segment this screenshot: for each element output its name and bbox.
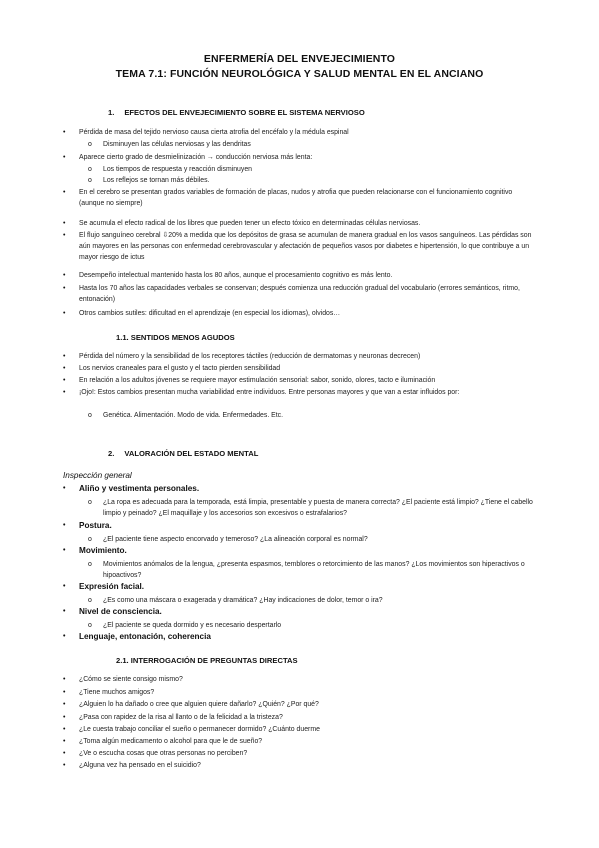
list-item-text: ¿Toma algún medicamento o alcohol para que le de sueño? [79,738,263,745]
bullet-icon: • [63,633,66,640]
list-item-text: Desempeño intelectual mantenido hasta los 80 años, aunque el procesamiento cognitivo es más lento. [79,272,393,279]
list-item-text: Hasta los 70 años las capacidades verbales se conservan; después comienza una reducción gradual del vocabulario (errores semánticos, ritmo, entonación) [79,285,520,303]
list-item [63,674,539,685]
list-item-text: Otros cambios sutiles: dificultad en el aprendizaje (en especial los idiomas), olvidos… [79,310,341,317]
list-item-text: Nivel de consciencia. [79,607,162,616]
sub-list-item [88,410,539,421]
bullet-icon: • [63,129,66,136]
sub-bullet-icon: o [88,412,92,419]
sub-bullet-icon: o [88,536,92,543]
list-item [63,712,539,723]
sub-bullet-icon: o [88,561,92,568]
bullet-icon: • [63,738,66,745]
bullet-icon: • [63,377,66,384]
bullet-icon: • [63,272,66,279]
list-item-text: Genética. Alimentación. Modo de vida. Enfermedades. Etc. [103,412,284,419]
list-item-text: ¿Pasa con rapidez de la risa al llanto o de la felicidad a la tristeza? [79,714,283,721]
section-2-heading [108,449,258,458]
bullet-icon: • [63,232,66,239]
sub-list-item [88,175,539,186]
section-2-1-heading: 2.1. INTERROGACIÓN DE PREGUNTAS DIRECTAS [116,656,298,665]
list-item-text: Movimiento. [79,546,127,555]
list-item-text: Expresión facial. [79,582,145,591]
list-item [63,760,539,771]
list-item-text: ¿El paciente tiene aspecto encorvado y temeroso? ¿La alineación corporal es normal? [103,536,368,543]
document-title: ENFERMERÍA DEL ENVEJECIMIENTO [203,53,396,65]
list-item-text: Los nervios craneales para el gusto y el tacto pierden sensibilidad [79,365,281,372]
list-item [63,152,539,163]
list-item [63,748,539,759]
bullet-icon: • [63,689,66,696]
section-title: EFECTOS DEL ENVEJECIMIENTO SOBRE EL SISTEMA NERVIOSO [124,108,365,117]
sub-bullet-icon: o [88,141,92,148]
list-item [63,230,539,263]
list-item-text: ¿Ve o escucha cosas que otras personas no perciben? [79,750,248,757]
list-item-text: Lenguaje, entonación, coherencia [79,632,211,641]
section-number: 2. [108,449,115,458]
list-item [63,308,539,319]
list-item [63,687,539,698]
list-item [63,631,539,642]
list-item-text: ¿Le cuesta trabajo conciliar el sueño o permanecer dormido? ¿Cuánto duerme [79,726,320,733]
list-item [63,483,539,494]
list-item-text: Aliño y vestimenta personales. [79,484,200,493]
list-item [63,375,539,386]
bullet-icon: • [63,547,66,554]
sub-list-item [88,620,539,631]
document-subtitle: TEMA 7.1: FUNCIÓN NEUROLÓGICA Y SALUD MENTAL EN EL ANCIANO [115,68,484,80]
bullet-icon: • [63,583,66,590]
list-item [63,270,539,281]
list-item-text: Disminuyen las células nerviosas y las dendritas [103,141,251,148]
bullet-icon: • [63,485,66,492]
list-item-text: ¿Cómo se siente consigo mismo? [79,676,183,683]
sub-bullet-icon: o [88,177,92,184]
bullet-icon: • [63,389,66,396]
list-item [63,724,539,735]
list-item-text: ¿Alguien lo ha dañado o cree que alguien quiere dañarlo? ¿Quién? ¿Por qué? [79,701,319,708]
list-item [63,520,539,531]
list-item-text: Los reflejos se tornan más débiles. [103,177,210,184]
list-item-text: Los tiempos de respuesta y reacción disminuyen [103,166,252,173]
list-item [63,699,539,710]
bullet-icon: • [63,676,66,683]
bullet-icon: • [63,750,66,757]
list-item [63,218,539,229]
list-item-text: Pérdida del número y la sensibilidad de los receptores táctiles (reducción de dermatomas y neuronas decrecen) [79,353,421,360]
list-item-text: ¿El paciente se queda dormido y es necesario despertarlo [103,622,282,629]
list-item [63,351,539,362]
sub-bullet-icon: o [88,166,92,173]
list-item [63,187,539,209]
bullet-icon: • [63,189,66,196]
list-item-text: ¡Ojo!: Estos cambios presentan mucha variabilidad entre individuos. Entre personas mayores y que van a estar influidos por: [79,389,460,396]
list-item-text: Pérdida de masa del tejido nervioso causa cierta atrofia del encéfalo y la médula espinal [79,129,349,136]
list-item-text: ¿Alguna vez ha pensado en el suicidio? [79,762,201,769]
sub-list-item [88,559,539,581]
bullet-icon: • [63,714,66,721]
list-item [63,387,539,398]
list-item-text: ¿Es como una máscara o exagerada y dramática? ¿Hay indicaciones de dolor, temor o ira? [103,597,383,604]
sub-list-item [88,164,539,175]
section-title: VALORACIÓN DEL ESTADO MENTAL [124,449,259,458]
sub-bullet-icon: o [88,622,92,629]
bullet-icon: • [63,285,66,292]
sub-bullet-icon: o [88,597,92,604]
bullet-icon: • [63,726,66,733]
section-1-1-heading: 1.1. SENTIDOS MENOS AGUDOS [116,333,235,342]
sub-bullet-icon: o [88,499,92,506]
sub-list-item [88,595,539,606]
list-item [63,736,539,747]
bullet-icon: • [63,154,66,161]
list-item [63,606,539,617]
list-item-text: En el cerebro se presentan grados variables de formación de placas, nudos y atrofia que pueden relacionarse con el funcionamiento cognitivo (aunque no siempre) [79,189,513,207]
list-item-text: ¿Tiene muchos amigos? [79,689,155,696]
list-item-text: Movimientos anómalos de la lengua, ¿presenta espasmos, temblores o retorcimiento de las manos? ¿Los movimientos son hiperactivos o hipoactivos? [103,561,525,579]
bullet-icon: • [63,701,66,708]
list-item-text: Aparece cierto grado de desmielinización → conducción nerviosa más lenta: [79,154,313,161]
bullet-icon: • [63,353,66,360]
bullet-icon: • [63,310,66,317]
bullet-icon: • [63,522,66,529]
section-1-heading [108,108,365,117]
sub-list-item [88,139,539,150]
list-item-text: ¿La ropa es adecuada para la temporada, está limpia, presentable y puesta de manera correcta? ¿El paciente está limpio? ¿Tiene el cabello limpio y peinado? ¿El maquillaje y los accesorios son excesivos o estrafalarios? [103,499,533,517]
subheading-inspeccion: Inspección general [63,471,132,480]
list-item [63,283,539,305]
list-item-text: Postura. [79,521,112,530]
bullet-icon: • [63,365,66,372]
list-item [63,363,539,374]
list-item-text: En relación a los adultos jóvenes se requiere mayor estimulación sensorial: sabor, sonido, olores, tacto e iluminación [79,377,436,384]
section-number: 1. [108,108,115,117]
sub-list-item [88,497,539,519]
list-item [63,581,539,592]
bullet-icon: • [63,762,66,769]
list-item [63,545,539,556]
list-item-text: El flujo sanguíneo cerebral ⇩20% a medida que los depósitos de grasa se acumulan de manera gradual en los vasos sanguíneos. Las pérdidas son aún mayores en las personas con enfermedad cerebrovascular y afectación de pequeños vasos por diabetes e hipertensión, lo que contribuye a un mayor riesgo de ictus [79,232,532,261]
sub-list-item [88,534,539,545]
list-item [63,127,539,138]
bullet-icon: • [63,220,66,227]
list-item-text: Se acumula el efecto radical de los libres que pueden tener un efecto tóxico en determinadas células nerviosas. [79,220,421,227]
bullet-icon: • [63,608,66,615]
